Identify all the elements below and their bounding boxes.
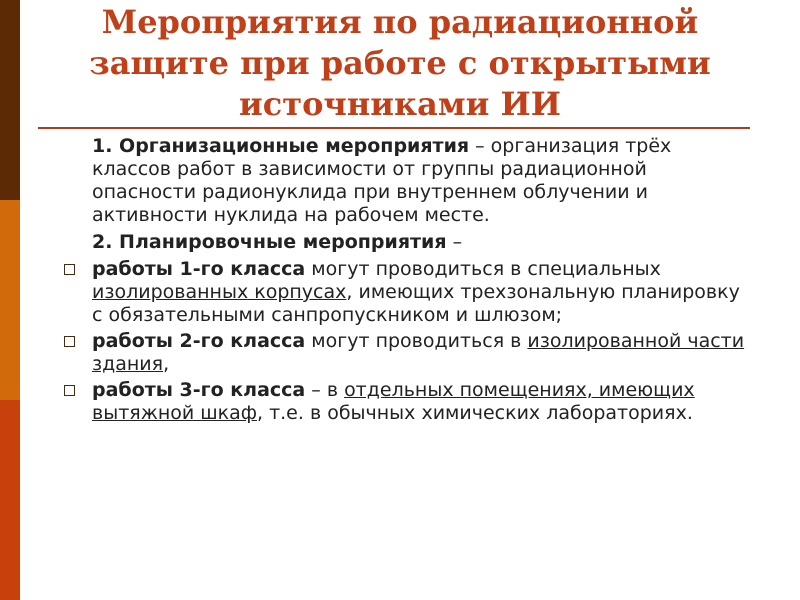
- planning-measures-heading: 2. Планировочные мероприятия: [92, 231, 447, 253]
- organizational-measures-text: – организация трёх классов работ в зависимости от группы радиационной опасности радионуклида при внутреннем облучении и активности нуклида на рабочем месте.: [92, 135, 672, 226]
- organizational-measures-paragraph: [92, 135, 756, 227]
- sidebar-segment-orange: [0, 200, 20, 400]
- class-3-text-a: – в: [305, 379, 345, 401]
- class-1-text-b: , имеющих трехзональную планировку с обязательными санпропускником и шлюзом;: [92, 281, 740, 326]
- class-3-underlined: отдельных помещениях, имеющих вытяжной шкаф: [92, 379, 695, 424]
- title-divider: [38, 127, 750, 129]
- class-2-underlined: изолированной части здания: [92, 330, 745, 375]
- sidebar-segment-dark: [0, 0, 20, 200]
- list-item-class-3: [92, 379, 756, 425]
- class-1-text-a: могут проводиться в специальных: [305, 258, 661, 280]
- slide-body: [56, 135, 756, 428]
- title-line-1: Мероприятия по радиационной: [101, 3, 699, 41]
- class-1-underlined: изолированных корпусах: [92, 281, 347, 303]
- planning-measures-dash: –: [446, 231, 463, 253]
- class-2-text-a: могут проводиться в: [305, 330, 528, 352]
- class-2-text-b: ,: [163, 353, 170, 375]
- sidebar-segment-red: [0, 400, 20, 600]
- list-item-class-1: [92, 258, 756, 327]
- square-bullet-icon: [64, 336, 75, 347]
- list-item-class-2: [92, 330, 756, 376]
- planning-measures-paragraph: [92, 231, 756, 254]
- class-1-label: работы 1-го класса: [92, 258, 306, 280]
- class-3-label: работы 3-го класса: [92, 379, 306, 401]
- square-bullet-icon: [64, 385, 75, 396]
- slide-title: [40, 2, 760, 125]
- square-bullet-icon: [64, 264, 75, 275]
- title-line-2: защите при работе с открытыми: [89, 44, 711, 82]
- title-line-3: источниками ИИ: [239, 85, 561, 123]
- class-3-text-b: , т.е. в обычных химических лабораториях.: [257, 402, 693, 424]
- organizational-measures-heading: 1. Организационные мероприятия: [92, 135, 470, 157]
- class-2-label: работы 2-го класса: [92, 330, 306, 352]
- decorative-sidebar: [0, 0, 20, 600]
